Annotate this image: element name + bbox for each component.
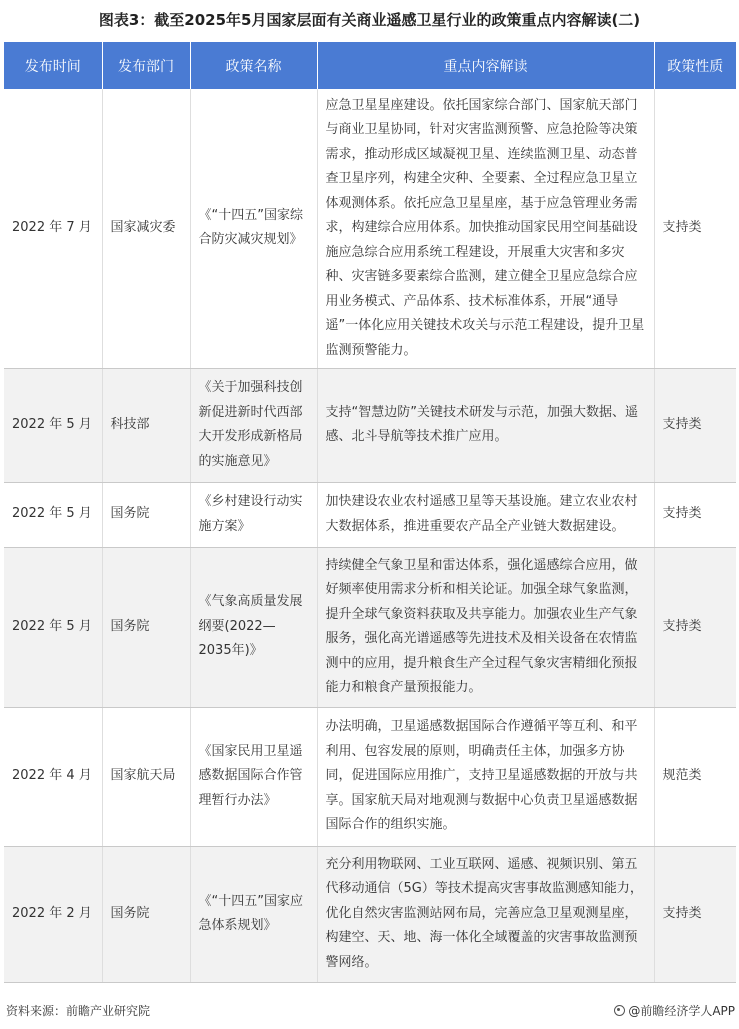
cell-policy-name: 《关于加强科技创新促进新时代西部大开发形成新格局的实施意见》 — [190, 368, 317, 482]
cell-dept: 国家航天局 — [102, 707, 190, 846]
header-content: 重点内容解读 — [317, 42, 654, 89]
cell-dept: 国家减灾委 — [102, 89, 190, 368]
table-header-row — [4, 42, 736, 89]
source-note: 资料来源：前瞻产业研究院 — [6, 1004, 151, 1018]
figure-title: 图表3：截至2025年5月国家层面有关商业遥感卫星行业的政策重点内容解读(二) — [98, 11, 641, 29]
cell-content: 办法明确，卫星遥感数据国际合作遵循平等互利、和平利用、包容发展的原则，明确责任主体，加强多方协同，促进国际应用推广，支持卫星遥感数据的开放与共享。国家航天局对地观测与数据中心负责卫星遥感数据国际合作的组织实施。 — [317, 707, 654, 846]
table-row — [4, 846, 736, 982]
cell-date: 2022 年 2 月 — [4, 846, 102, 982]
cell-policy-name: 《国家民用卫星遥感数据国际合作管理暂行办法》 — [190, 707, 317, 846]
cell-content: 充分利用物联网、工业互联网、遥感、视频识别、第五代移动通信（5G）等技术提高灾害事故监测感知能力，优化自然灾害监测站网布局，完善应急卫星观测星座，构建空、天、地、海一体化全域覆盖的灾害事故监测预警网络。 — [317, 846, 654, 982]
cell-content: 支持“智慧边防”关键技术研发与示范，加强大数据、遥感、北斗导航等技术推广应用。 — [317, 368, 654, 482]
table-row — [4, 89, 736, 368]
cell-type: 支持类 — [654, 846, 736, 982]
cell-content: 持续健全气象卫星和雷达体系，强化遥感综合应用，做好频率使用需求分析和相关论证。加强全球气象监测，提升全球气象资料获取及共享能力。加强农业生产气象服务，强化高光谱遥感等先进技术及相关设备在农情监测中的应用，提升粮食生产全过程气象灾害精细化预报能力和粮食产量预报能力。 — [317, 547, 654, 707]
cell-date: 2022 年 5 月 — [4, 368, 102, 482]
header-type: 政策性质 — [654, 42, 736, 89]
table-row — [4, 547, 736, 707]
cell-date: 2022 年 4 月 — [4, 707, 102, 846]
cell-date: 2022 年 5 月 — [4, 547, 102, 707]
cell-date: 2022 年 7 月 — [4, 89, 102, 368]
cell-dept: 国务院 — [102, 846, 190, 982]
cell-content: 加快建设农业农村遥感卫星等天基设施。建立农业农村大数据体系，推进重要农产品全产业链大数据建设。 — [317, 482, 654, 547]
policy-table — [4, 42, 736, 983]
cell-type: 支持类 — [654, 368, 736, 482]
cell-type: 支持类 — [654, 89, 736, 368]
table-row — [4, 482, 736, 547]
cell-policy-name: 《“十四五”国家应急体系规划》 — [190, 846, 317, 982]
header-date: 发布时间 — [4, 42, 102, 89]
cell-content: 应急卫星星座建设。依托国家综合部门、国家航天部门与商业卫星协同，针对灾害监测预警、应急抢险等决策需求，推动形成区域凝视卫星、连续监测卫星、动态普查卫星序列，构建全灾种、全要素、全过程应急卫星立体观测体系。依托应急卫星星座，基于应急管理业务需求，构建综合应用体系。加快推动国家民用空间基础设施应急综合应用系统工程建设，开展重大灾害和多灾种、灾害链多要素综合监测，建立健全卫星应急综合应用业务模式、产品体系、技术标准体系，开展“通导遥”一体化应用关键技术攻关与示范工程建设，提升卫星监测预警能力。 — [317, 89, 654, 368]
figure-footer — [0, 998, 739, 1022]
cell-date: 2022 年 5 月 — [4, 482, 102, 547]
cell-type: 支持类 — [654, 482, 736, 547]
cell-policy-name: 《气象高质量发展纲要(2022—2035年)》 — [190, 547, 317, 707]
cell-policy-name: 《乡村建设行动实施方案》 — [190, 482, 317, 547]
brand-credit — [614, 1002, 735, 1019]
table-row — [4, 707, 736, 846]
cell-dept: 国务院 — [102, 547, 190, 707]
cell-policy-name: 《“十四五”国家综合防灾减灾规划》 — [190, 89, 317, 368]
qianzhan-logo-icon — [614, 1005, 625, 1016]
header-name: 政策名称 — [190, 42, 317, 89]
cell-dept: 国务院 — [102, 482, 190, 547]
brand-text: @前瞻经济学人APP — [628, 1004, 735, 1018]
table-row — [4, 368, 736, 482]
cell-dept: 科技部 — [102, 368, 190, 482]
cell-type: 支持类 — [654, 547, 736, 707]
header-dept: 发布部门 — [102, 42, 190, 89]
cell-type: 规范类 — [654, 707, 736, 846]
